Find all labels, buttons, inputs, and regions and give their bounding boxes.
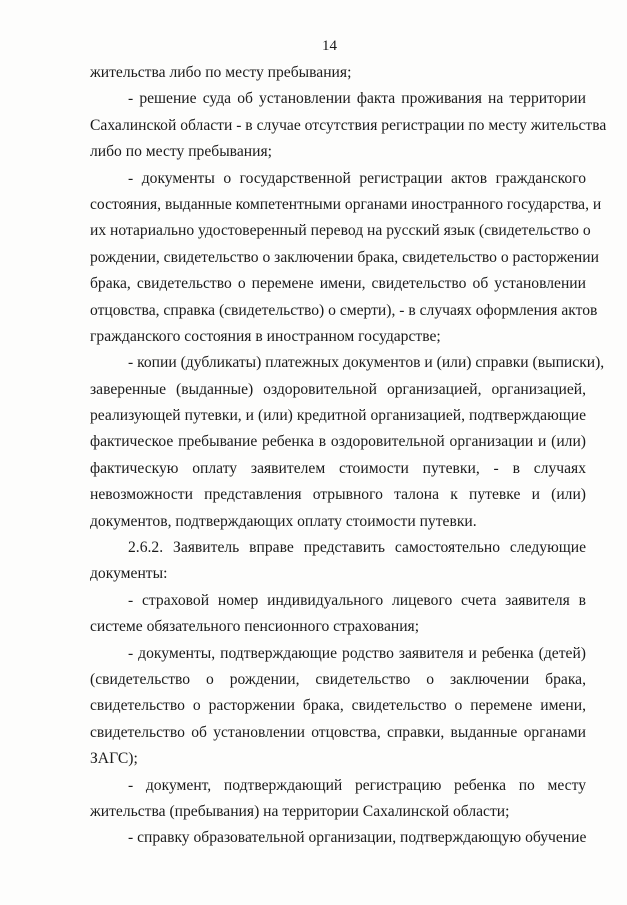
text-line: брака, свидетельство о перемене имени, свидетельство об установлении (90, 275, 586, 293)
text-line: - справку образовательной организации, подтверждающую обучение (128, 829, 587, 847)
text-line: реализующей путевки, и (или) кредитной организацией, подтверждающие (90, 407, 586, 425)
text-line: невозможности представления отрывного талона к путевке и (или) (90, 486, 586, 504)
text-line: документы: (90, 565, 168, 583)
text-line: состояния, выданные компетентными органами иностранного государства, и (90, 195, 602, 213)
text-line: 2.6.2. Заявитель вправе представить самостоятельно следующие (128, 539, 586, 557)
text-line: свидетельство об установлении отцовства, справки, выданные органами (90, 723, 586, 741)
text-line: фактическую оплату заявителем стоимости путевки, - в случаях (90, 459, 586, 477)
text-line: (свидетельство о рождении, свидетельство о заключении брака, (90, 670, 586, 688)
text-line: отцовства, справка (свидетельство) о смерти), - в случаях оформления актов (90, 301, 598, 319)
text-line: - документ, подтверждающий регистрацию ребенка по месту (128, 776, 586, 794)
text-line: системе обязательного пенсионного страхования; (90, 618, 420, 636)
text-line: их нотариально удостоверенный перевод на русский язык (свидетельство о (90, 222, 591, 240)
text-line: заверенные (выданные) оздоровительной организацией, организацией, (90, 380, 586, 398)
text-line: рождении, свидетельство о заключении брака, свидетельство о расторжении (90, 248, 599, 266)
text-line: Сахалинской области - в случае отсутствия регистрации по месту жительства (90, 116, 607, 134)
text-line: жительства либо по месту пребывания; (90, 64, 352, 81)
text-line: - документы, подтверждающие родство заявителя и ребенка (детей) (128, 644, 586, 662)
text-line: документов, подтверждающих оплату стоимости путевки. (90, 512, 477, 530)
text-line: либо по месту пребывания; (90, 143, 272, 161)
text-line: ЗАГС); (90, 750, 138, 768)
text-line: свидетельство о расторжении брака, свидетельство о перемене имени, (90, 697, 586, 715)
text-line: - копии (дубликаты) платежных документов и (или) справки (выписки), (128, 354, 605, 372)
text-line: - решение суда об установлении факта проживания на территории (128, 90, 586, 108)
text-line: - документы о государственной регистрации актов гражданского (128, 169, 586, 187)
text-line: фактическое пребывание ребенка в оздоровительной организации и (или) (90, 433, 586, 451)
text-line: - страховой номер индивидуального лицевого счета заявителя в (128, 591, 586, 609)
document-body (90, 60, 607, 852)
text-line: гражданского состояния в иностранном государстве; (90, 327, 441, 345)
page-number: 14 (322, 38, 337, 54)
text-line: жительства (пребывания) на территории Сахалинской области; (90, 802, 510, 820)
